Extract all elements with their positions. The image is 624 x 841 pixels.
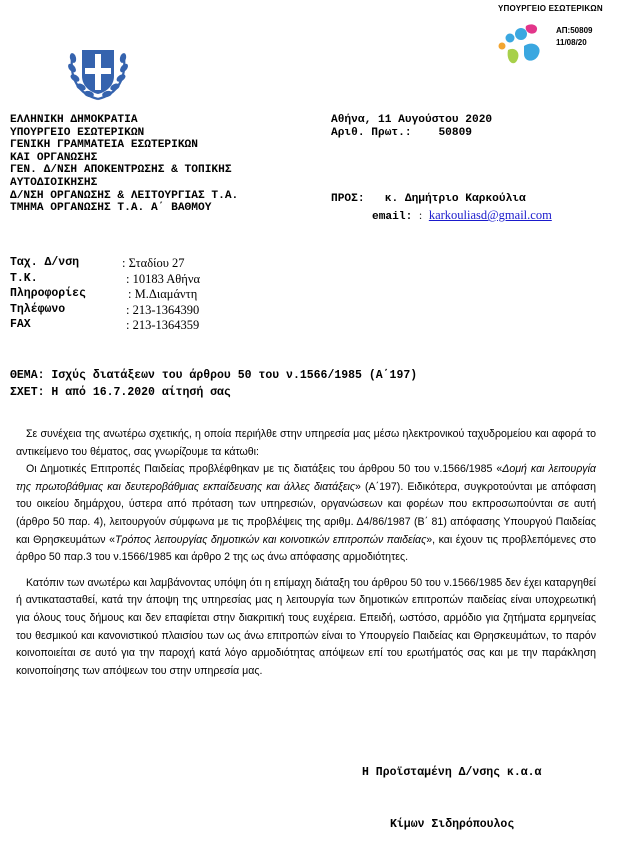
body-paragraph: Σε συνέχεια της ανωτέρω σχετικής, η οποία περιήλθε στην υπηρεσία μας μέσω ηλεκτρονικού ταχυδρομείου και αφορά το αντικείμενο του θέματος, σας γνωρίζουμε τα κάτωθι:: [16, 428, 596, 458]
reference-date: 11/08/20: [556, 38, 587, 47]
body-paragraph: [16, 461, 596, 567]
body-text: Οι Δημοτικές Επιτροπές Παιδείας προβλέφθηκαν με τις διατάξεις του άρθρου 50 του ν.1566/1985 «: [26, 463, 503, 476]
law-title: Δομή και λειτουργία της πρωτοβάθμιας και δευτεροβάθμιας εκπαίδευσης και άλλες διατάξεις: [16, 463, 596, 493]
email-line: [372, 209, 552, 224]
sender-line: ΚΑΙ ΟΡΓΑΝΩΣΗΣ: [10, 151, 98, 164]
reference-number: ΑΠ:50809: [556, 26, 593, 35]
signature-name: Κίμων Σιδηρόπουλος: [390, 818, 515, 831]
ministry-logo: [494, 20, 550, 70]
sender-line: ΥΠΟΥΡΓΕΙΟ ΕΣΩΤΕΡΙΚΩΝ: [10, 126, 145, 139]
contact-value: : Σταδίου 27: [122, 256, 185, 270]
subject-reference: ΣΧΕΤ: Η από 16.7.2020 αίτησή σας: [10, 386, 231, 399]
contact-label: Τ.Κ.: [10, 271, 38, 285]
sender-line: ΓΕΝ. Δ/ΝΣΗ ΑΠΟΚΕΝΤΡΩΣΗΣ & ΤΟΠΙΚΗΣ: [10, 164, 232, 177]
protocol-line: [331, 127, 472, 140]
decision-title: Τρόπος λειτουργίας δημοτικών και κοινοτικών επιτροπών παιδείας: [114, 533, 427, 546]
greek-emblem-icon: [64, 36, 132, 104]
sender-block: [10, 114, 238, 215]
ministry-brand-label: ΥΠΟΥΡΓΕΙΟ ΕΣΩΤΕΡΙΚΩΝ: [498, 4, 603, 13]
sender-line: ΓΕΝΙΚΗ ΓΡΑΜΜΑΤΕΙΑ ΕΣΩΤΕΡΙΚΩΝ: [10, 139, 198, 152]
to-label: ΠΡΟΣ:: [331, 193, 365, 205]
email-label: email:: [372, 211, 413, 223]
contact-label: Ταχ. Δ/νση: [10, 256, 80, 269]
contact-value: : 213-1364359: [126, 318, 200, 332]
recipient-name: κ. Δημήτριο Καρκούλια: [384, 193, 526, 205]
body-text: », και έχουν τις προβλεπόμενες στο άρθρο 50 παρ.3 του ν.1566/1985 και άρθρο 2 της ως άνω απόφασης αρμοδιότητες.: [16, 533, 597, 564]
sender-line: Δ/ΝΣΗ ΟΡΓΑΝΩΣΗΣ & ΛΕΙΤΟΥΡΓΙΑΣ Τ.Α.: [10, 189, 239, 202]
contact-value: : 10183 Αθήνα: [126, 271, 201, 286]
contact-label: FAX: [10, 318, 31, 331]
contact-value: : 213-1364390: [126, 302, 200, 317]
email-link[interactable]: karkouliasd@gmail.com: [428, 208, 552, 222]
sender-line: ΕΛΛΗΝΙΚΗ ΔΗΜΟΚΡΑΤΙΑ: [10, 114, 138, 126]
sender-line: ΤΜΗΜΑ ΟΡΓΑΝΩΣΗΣ Τ.Α. Α΄ ΒΑΘΜΟΥ: [10, 202, 212, 215]
document-date: Αθήνα, 11 Αυγούστου 2020: [331, 114, 493, 126]
subject-block: [10, 367, 417, 401]
body-paragraph: Κατόπιν των ανωτέρω και λαμβάνοντας υπόψη ότι η επίμαχη διάταξη του άρθρου 50 του ν.1566/1985 δεν έχει καταργηθεί ή αντικατασταθεί, κατά την άποψη της υπηρεσίας μας η λειτουργία των δημοτικών επιτροπών παιδείας είναι υποχρεωτική για όλους τους δήμους και δεν επαφίεται στην διακριτική τους ευχέρεια. Επειδή, ωστόσο, αρμόδιο για ζητήματα ερμηνείας του θεσμικού και κανονιστικού πλαισίου των ως άνω επιτροπών είναι το Υπουργείο Παιδείας και Θρησκευμάτων, το παρόν κοινοποιείται σε αυτό για την παροχή κατά λόγο αρμοδιότητας απόψεων επί του ερωτήματός σας και με την παράκληση κοινοποίησης των απόψεων του στην υπηρεσία μας.: [16, 576, 596, 677]
email-separator: :: [419, 210, 423, 222]
contact-value: : Μ.Διαμάντη: [128, 287, 198, 301]
sender-line: ΑΥΤΟΔΙΟΙΚΗΣΗΣ: [10, 176, 98, 189]
recipient-line: [331, 193, 526, 206]
letter-body: [16, 426, 596, 680]
contact-label: Πληροφορίες: [10, 287, 86, 300]
body-text: » (Α΄197). Ειδικότερα, συγκροτούνται με απόφαση του οικείου δημάρχου, ύστερα από πρόταση των υπηρεσιών, οργανώσεων και φορέων που εκπροσωπούνται σε αυτή (άρθρο 50 παρ. 4), λειτουργούν σύμφωνα με τις προβλέψεις της αριθμ. Δ4/86/1987 (Β΄ 81) απόφασης Υπουργού Παιδείας και Θρησκευμάτων «: [16, 480, 596, 546]
protocol-number: 50809: [438, 127, 473, 139]
contact-label: Τηλέφωνο: [10, 302, 66, 316]
subject-thema: ΘΕΜΑ: Ισχύς διατάξεων του άρθρου 50 του ν.1566/1985 (Α΄197): [10, 369, 418, 382]
signature-title: Η Προϊσταμένη Δ/νσης κ.α.α: [362, 766, 542, 779]
protocol-label: Αριθ. Πρωτ.:: [331, 127, 412, 139]
